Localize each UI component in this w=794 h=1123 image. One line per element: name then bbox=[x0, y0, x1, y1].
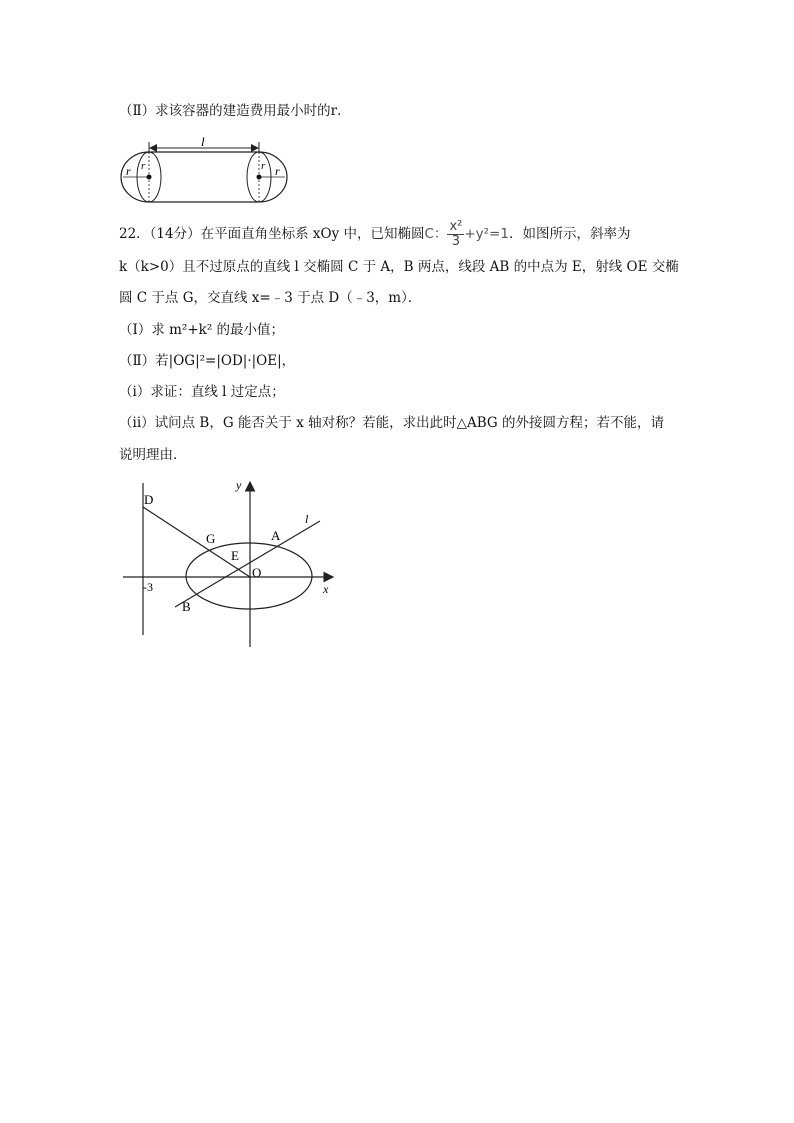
label-l: l bbox=[305, 512, 309, 526]
label-D: D bbox=[144, 492, 154, 507]
ellipse-rest: +y²=1 bbox=[464, 226, 509, 242]
label-l: l bbox=[201, 134, 205, 149]
label-r-right-inner: r bbox=[261, 160, 266, 172]
q21-part2: （Ⅱ）求该容器的建造费用最小时的r． bbox=[119, 103, 351, 119]
label-E: E bbox=[231, 548, 239, 563]
ellipse-fraction bbox=[447, 220, 464, 249]
label-y: y bbox=[236, 478, 242, 492]
label-r-left-inner: r bbox=[141, 160, 146, 172]
q22-intro bbox=[119, 220, 630, 249]
label-A: A bbox=[271, 528, 281, 543]
q22-line2: k（k>0）且不过原点的直线 l 交椭圆 C 于 A，B 两点，线段 AB 的中点为 E，射线 OE 交椭 bbox=[119, 259, 679, 275]
ellipse-figure bbox=[118, 475, 348, 650]
fraction-numerator: x² bbox=[449, 219, 463, 234]
label-r-left-outer: r bbox=[126, 164, 131, 178]
q22-part2-ii-b: 说明理由． bbox=[119, 447, 187, 463]
fraction-denominator: 3 bbox=[451, 234, 461, 249]
ellipse-c-label: C： bbox=[424, 226, 448, 242]
q22-line3: 圆 C 于点 G，交直线 x=﹣3 于点 D（﹣3，m）． bbox=[119, 290, 422, 306]
label-B: B bbox=[182, 599, 191, 614]
label-r-right-outer: r bbox=[275, 164, 280, 178]
q22-part2-ii-a: （ii）试问点 B，G 能否关于 x 轴对称？若能，求出此时△ABG 的外接圆方程；若不能，请 bbox=[119, 415, 664, 431]
q22-intro-a: 22．（14分）在平面直角坐标系 xOy 中，已知椭圆 bbox=[119, 226, 425, 242]
container-figure bbox=[118, 132, 293, 207]
label-neg3: -3 bbox=[143, 580, 153, 594]
q22-part2-i: （i）求证：直线 l 过定点； bbox=[119, 384, 285, 400]
q22-intro-b: ．如图所示，斜率为 bbox=[508, 226, 631, 242]
q22-part2: （Ⅱ）若|OG|²=|OD|·|OE|， bbox=[119, 353, 296, 369]
label-G: G bbox=[206, 531, 216, 546]
label-O: O bbox=[252, 565, 262, 580]
label-x: x bbox=[323, 582, 329, 596]
q22-part1: （Ⅰ）求 m²+k² 的最小值； bbox=[119, 322, 285, 338]
